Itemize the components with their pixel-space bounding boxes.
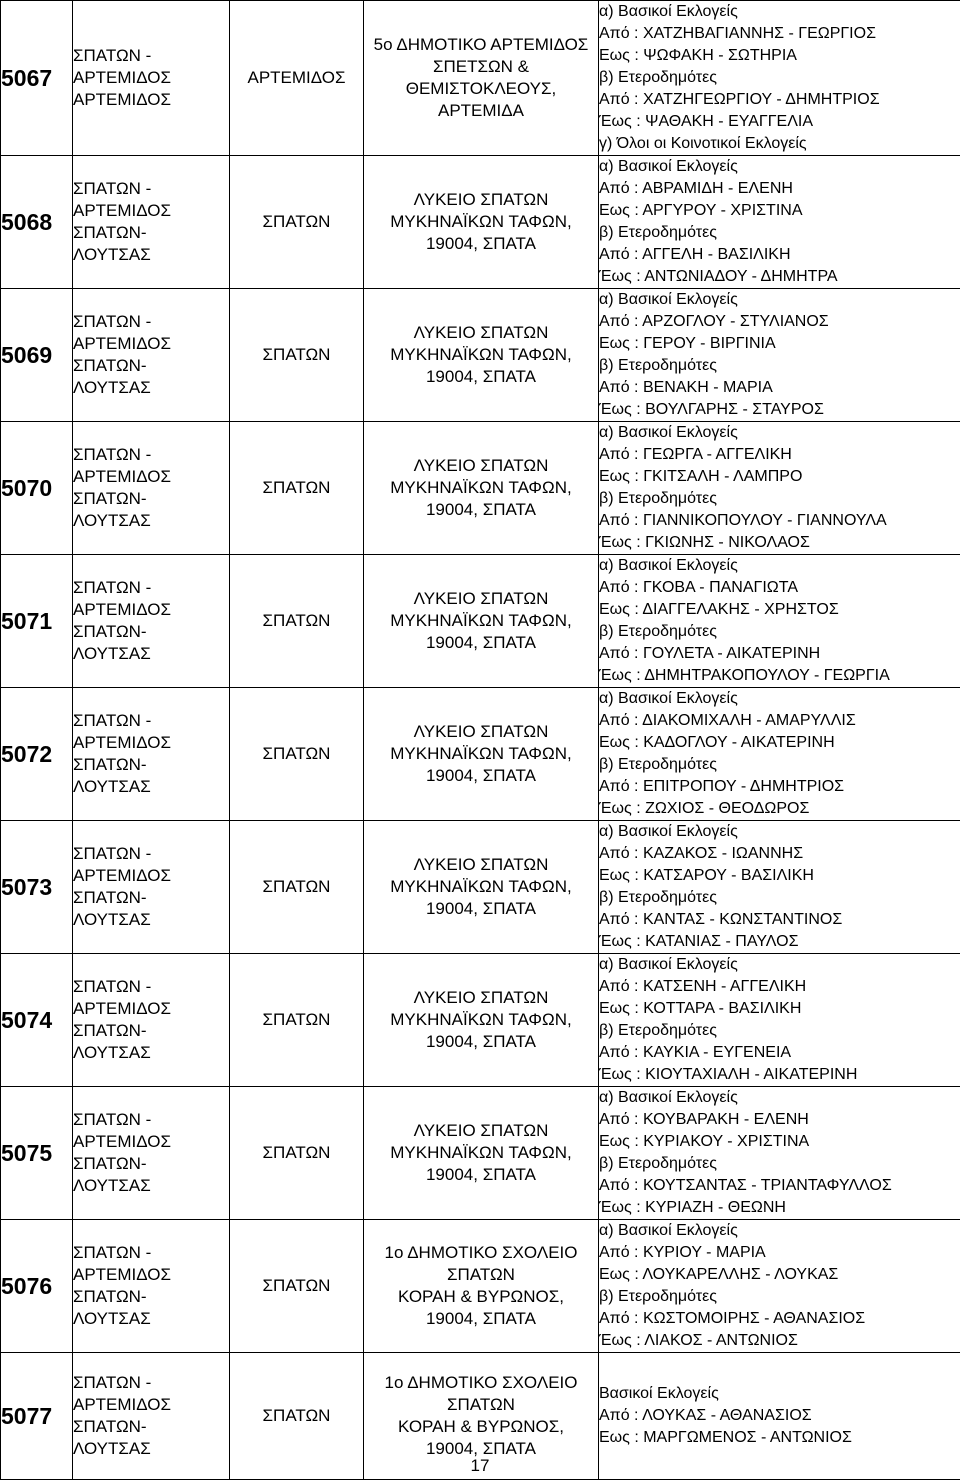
region-line: ΣΠΑΤΩΝ - <box>73 1109 229 1131</box>
region-line: ΣΠΑΤΩΝ - <box>73 45 229 67</box>
venue-line: ΜΥΚΗΝΑΪΚΩΝ ΤΑΦΩΝ, <box>364 1009 598 1031</box>
detail-line: Από : ΚΟΥΤΣΑΝΤΑΣ - ΤΡΙΑΝΤΑΦΥΛΛΟΣ <box>599 1175 960 1197</box>
station-number: 5077 <box>1 1353 73 1480</box>
venue-line: ΜΥΚΗΝΑΪΚΩΝ ΤΑΦΩΝ, <box>364 477 598 499</box>
detail-line: α) Βασικοί Εκλογείς <box>599 821 960 843</box>
detail-line: Από : ΚΥΡΙΟΥ - ΜΑΡΙΑ <box>599 1242 960 1264</box>
table-row <box>1 821 960 954</box>
detail-line: α) Βασικοί Εκλογείς <box>599 688 960 710</box>
voter-range-details <box>599 422 960 555</box>
detail-line: Από : ΧΑΤΖΗΓΕΩΡΓΙΟΥ - ΔΗΜΗΤΡΙΟΣ <box>599 89 960 111</box>
venue-line: 19004, ΣΠΑΤΑ <box>364 765 598 787</box>
venue-line: 19004, ΣΠΑΤΑ <box>364 366 598 388</box>
polling-venue <box>364 289 599 422</box>
polling-venue <box>364 821 599 954</box>
detail-line: Από : ΚΑΝΤΑΣ - ΚΩΝΣΤΑΝΤΙΝΟΣ <box>599 909 960 931</box>
electoral-region <box>73 1 230 156</box>
detail-line: Εως : ΓΚΙΤΣΑΛΗ - ΛΑΜΠΡΟ <box>599 466 960 488</box>
municipality: ΣΠΑΤΩΝ <box>230 954 364 1087</box>
venue-line: ΚΟΡΑΗ & ΒΥΡΩΝΟΣ, <box>364 1286 598 1308</box>
municipality: ΣΠΑΤΩΝ <box>230 289 364 422</box>
venue-line: 19004, ΣΠΑΤΑ <box>364 233 598 255</box>
region-line: ΛΟΥΤΣΑΣ <box>73 909 229 931</box>
municipality: ΣΠΑΤΩΝ <box>230 821 364 954</box>
detail-line: Από : ΑΒΡΑΜΙΔΗ - ΕΛΕΝΗ <box>599 178 960 200</box>
municipality: ΣΠΑΤΩΝ <box>230 1087 364 1220</box>
detail-line: Από : ΓΕΩΡΓΑ - ΑΓΓΕΛΙΚΗ <box>599 444 960 466</box>
table-row <box>1 1220 960 1353</box>
table-row <box>1 954 960 1087</box>
region-line: ΣΠΑΤΩΝ - <box>73 311 229 333</box>
detail-line: Έως : ΨΑΘΑΚΗ - ΕΥΑΓΓΕΛΙΑ <box>599 111 960 133</box>
station-number: 5075 <box>1 1087 73 1220</box>
station-number: 5067 <box>1 1 73 156</box>
venue-line: ΛΥΚΕΙΟ ΣΠΑΤΩΝ <box>364 322 598 344</box>
voter-range-details <box>599 156 960 289</box>
electoral-region <box>73 954 230 1087</box>
electoral-region <box>73 1087 230 1220</box>
region-line: ΑΡΤΕΜΙΔΟΣ <box>73 89 229 111</box>
detail-line: α) Βασικοί Εκλογείς <box>599 954 960 976</box>
table-row <box>1 1 960 156</box>
detail-line: Από : ΛΟΥΚΑΣ - ΑΘΑΝΑΣΙΟΣ <box>599 1405 960 1427</box>
detail-line: γ) Όλοι οι Κοινοτικοί Εκλογείς <box>599 133 960 155</box>
polling-venue <box>364 1087 599 1220</box>
municipality: ΣΠΑΤΩΝ <box>230 688 364 821</box>
detail-line: β) Ετεροδημότες <box>599 621 960 643</box>
detail-line: Έως : ΚΥΡΙΑΖΗ - ΘΕΩΝΗ <box>599 1197 960 1219</box>
municipality: ΣΠΑΤΩΝ <box>230 555 364 688</box>
region-line: ΛΟΥΤΣΑΣ <box>73 1308 229 1330</box>
detail-line: Βασικοί Εκλογείς <box>599 1383 960 1405</box>
region-line: ΑΡΤΕΜΙΔΟΣ <box>73 200 229 222</box>
electoral-region <box>73 1220 230 1353</box>
detail-line: Εως : ΚΟΤΤΑΡΑ - ΒΑΣΙΛΙΚΗ <box>599 998 960 1020</box>
polling-venue <box>364 688 599 821</box>
region-line: ΑΡΤΕΜΙΔΟΣ <box>73 732 229 754</box>
detail-line: β) Ετεροδημότες <box>599 355 960 377</box>
region-line: ΣΠΑΤΩΝ- <box>73 488 229 510</box>
station-number: 5071 <box>1 555 73 688</box>
venue-line: 1ο ΔΗΜΟΤΙΚΟ ΣΧΟΛΕΙΟ <box>364 1372 598 1394</box>
region-line: ΣΠΑΤΩΝ- <box>73 355 229 377</box>
polling-venue <box>364 156 599 289</box>
venue-line: ΛΥΚΕΙΟ ΣΠΑΤΩΝ <box>364 455 598 477</box>
venue-line: 19004, ΣΠΑΤΑ <box>364 1438 598 1460</box>
region-line: ΛΟΥΤΣΑΣ <box>73 377 229 399</box>
region-line: ΣΠΑΤΩΝ- <box>73 1286 229 1308</box>
region-line: ΑΡΤΕΜΙΔΟΣ <box>73 333 229 355</box>
venue-line: ΜΥΚΗΝΑΪΚΩΝ ΤΑΦΩΝ, <box>364 344 598 366</box>
voter-range-details <box>599 1087 960 1220</box>
detail-line: Από : ΓΚΟΒΑ - ΠΑΝΑΓΙΩΤΑ <box>599 577 960 599</box>
region-line: ΛΟΥΤΣΑΣ <box>73 1175 229 1197</box>
detail-line: Εως : ΓΕΡΟΥ - ΒΙΡΓΙΝΙΑ <box>599 333 960 355</box>
region-line: ΣΠΑΤΩΝ- <box>73 1153 229 1175</box>
region-line: ΛΟΥΤΣΑΣ <box>73 1042 229 1064</box>
venue-line: ΜΥΚΗΝΑΪΚΩΝ ΤΑΦΩΝ, <box>364 743 598 765</box>
region-line: ΑΡΤΕΜΙΔΟΣ <box>73 599 229 621</box>
station-number: 5070 <box>1 422 73 555</box>
region-line: ΑΡΤΕΜΙΔΟΣ <box>73 865 229 887</box>
region-line: ΣΠΑΤΩΝ - <box>73 178 229 200</box>
detail-line: Εως : ΛΟΥΚΑΡΕΛΛΗΣ - ΛΟΥΚΑΣ <box>599 1264 960 1286</box>
detail-line: α) Βασικοί Εκλογείς <box>599 289 960 311</box>
detail-line: Από : ΓΙΑΝΝΙΚΟΠΟΥΛΟΥ - ΓΙΑΝΝΟΥΛΑ <box>599 510 960 532</box>
detail-line: Από : ΧΑΤΖΗΒΑΓΙΑΝΝΗΣ - ΓΕΩΡΓΙΟΣ <box>599 23 960 45</box>
detail-line: β) Ετεροδημότες <box>599 222 960 244</box>
venue-line: ΛΥΚΕΙΟ ΣΠΑΤΩΝ <box>364 588 598 610</box>
detail-line: Έως : ΖΩΧΙΟΣ - ΘΕΟΔΩΡΟΣ <box>599 798 960 820</box>
detail-line: Από : ΚΑΤΣΕΝΗ - ΑΓΓΕΛΙΚΗ <box>599 976 960 998</box>
detail-line: α) Βασικοί Εκλογείς <box>599 156 960 178</box>
venue-line: 19004, ΣΠΑΤΑ <box>364 898 598 920</box>
station-number: 5072 <box>1 688 73 821</box>
detail-line: Από : ΑΡΖΟΓΛΟΥ - ΣΤΥΛΙΑΝΟΣ <box>599 311 960 333</box>
electoral-region <box>73 156 230 289</box>
detail-line: β) Ετεροδημότες <box>599 1020 960 1042</box>
venue-line: ΜΥΚΗΝΑΪΚΩΝ ΤΑΦΩΝ, <box>364 1142 598 1164</box>
detail-line: β) Ετεροδημότες <box>599 67 960 89</box>
detail-line: Έως : ΔΗΜΗΤΡΑΚΟΠΟΥΛΟΥ - ΓΕΩΡΓΙΑ <box>599 665 960 687</box>
detail-line: β) Ετεροδημότες <box>599 887 960 909</box>
table-row <box>1 289 960 422</box>
detail-line: α) Βασικοί Εκλογείς <box>599 422 960 444</box>
venue-line: ΛΥΚΕΙΟ ΣΠΑΤΩΝ <box>364 721 598 743</box>
detail-line: α) Βασικοί Εκλογείς <box>599 1 960 23</box>
detail-line: β) Ετεροδημότες <box>599 1286 960 1308</box>
detail-line: Εως : ΚΑΤΣΑΡΟΥ - ΒΑΣΙΛΙΚΗ <box>599 865 960 887</box>
detail-line: Από : ΚΑΥΚΙΑ - ΕΥΓΕΝΕΙΑ <box>599 1042 960 1064</box>
voter-range-details <box>599 821 960 954</box>
venue-line: ΘΕΜΙΣΤΟΚΛΕΟΥΣ, <box>364 78 598 100</box>
table-row <box>1 688 960 821</box>
region-line: ΣΠΑΤΩΝ - <box>73 577 229 599</box>
region-line: ΑΡΤΕΜΙΔΟΣ <box>73 998 229 1020</box>
venue-line: 1ο ΔΗΜΟΤΙΚΟ ΣΧΟΛΕΙΟ <box>364 1242 598 1264</box>
venue-line: ΜΥΚΗΝΑΪΚΩΝ ΤΑΦΩΝ, <box>364 211 598 233</box>
region-line: ΣΠΑΤΩΝ - <box>73 710 229 732</box>
detail-line: Από : ΕΠΙΤΡΟΠΟΥ - ΔΗΜΗΤΡΙΟΣ <box>599 776 960 798</box>
region-line: ΣΠΑΤΩΝ- <box>73 621 229 643</box>
detail-line: β) Ετεροδημότες <box>599 488 960 510</box>
region-line: ΣΠΑΤΩΝ - <box>73 1242 229 1264</box>
region-line: ΣΠΑΤΩΝ- <box>73 222 229 244</box>
region-line: ΣΠΑΤΩΝ - <box>73 843 229 865</box>
detail-line: Εως : ΨΩΦΑΚΗ - ΣΩΤΗΡΙΑ <box>599 45 960 67</box>
municipality: ΣΠΑΤΩΝ <box>230 1220 364 1353</box>
venue-line: ΑΡΤΕΜΙΔΑ <box>364 100 598 122</box>
detail-line: Εως : ΚΥΡΙΑΚΟΥ - ΧΡΙΣΤΙΝΑ <box>599 1131 960 1153</box>
polling-venue <box>364 422 599 555</box>
venue-line: ΜΥΚΗΝΑΪΚΩΝ ΤΑΦΩΝ, <box>364 876 598 898</box>
venue-line: ΛΥΚΕΙΟ ΣΠΑΤΩΝ <box>364 1120 598 1142</box>
region-line: ΑΡΤΕΜΙΔΟΣ <box>73 1264 229 1286</box>
region-line: ΛΟΥΤΣΑΣ <box>73 776 229 798</box>
detail-line: Έως : ΒΟΥΛΓΑΡΗΣ - ΣΤΑΥΡΟΣ <box>599 399 960 421</box>
polling-venue <box>364 1220 599 1353</box>
venue-line: ΣΠΑΤΩΝ <box>364 1264 598 1286</box>
detail-line: Από : ΒΕΝΑΚΗ - ΜΑΡΙΑ <box>599 377 960 399</box>
station-number: 5074 <box>1 954 73 1087</box>
detail-line: Εως : ΜΑΡΓΩΜΕΝΟΣ - ΑΝΤΩΝΙΟΣ <box>599 1427 960 1449</box>
polling-venue <box>364 1 599 156</box>
table-row <box>1 555 960 688</box>
detail-line: Από : ΑΓΓΕΛΗ - ΒΑΣΙΛΙΚΗ <box>599 244 960 266</box>
venue-line: ΣΠΑΤΩΝ <box>364 1394 598 1416</box>
venue-line: 5ο ΔΗΜΟΤΙΚΟ ΑΡΤΕΜΙΔΟΣ <box>364 34 598 56</box>
region-line: ΛΟΥΤΣΑΣ <box>73 510 229 532</box>
detail-line: Εως : ΑΡΓΥΡΟΥ - ΧΡΙΣΤΙΝΑ <box>599 200 960 222</box>
table-row <box>1 422 960 555</box>
region-line: ΑΡΤΕΜΙΔΟΣ <box>73 1131 229 1153</box>
venue-line: ΛΥΚΕΙΟ ΣΠΑΤΩΝ <box>364 854 598 876</box>
region-line: ΑΡΤΕΜΙΔΟΣ <box>73 1394 229 1416</box>
detail-line: Έως : ΑΝΤΩΝΙΑΔΟΥ - ΔΗΜΗΤΡΑ <box>599 266 960 288</box>
venue-line: ΣΠΕΤΣΩΝ & <box>364 56 598 78</box>
venue-line: 19004, ΣΠΑΤΑ <box>364 1164 598 1186</box>
venue-line: 19004, ΣΠΑΤΑ <box>364 1031 598 1053</box>
polling-venue <box>364 555 599 688</box>
detail-line: α) Βασικοί Εκλογείς <box>599 1220 960 1242</box>
station-number: 5069 <box>1 289 73 422</box>
venue-line: ΚΟΡΑΗ & ΒΥΡΩΝΟΣ, <box>364 1416 598 1438</box>
voter-range-details <box>599 954 960 1087</box>
venue-line: 19004, ΣΠΑΤΑ <box>364 632 598 654</box>
municipality: ΣΠΑΤΩΝ <box>230 1353 364 1480</box>
region-line: ΣΠΑΤΩΝ- <box>73 1020 229 1042</box>
table-row <box>1 156 960 289</box>
detail-line: Έως : ΚΙΟΥΤΑΧΙΑΛΗ - ΑΙΚΑΤΕΡΙΝΗ <box>599 1064 960 1086</box>
electoral-region <box>73 688 230 821</box>
detail-line: Από : ΚΟΥΒΑΡΑΚΗ - ΕΛΕΝΗ <box>599 1109 960 1131</box>
station-number: 5073 <box>1 821 73 954</box>
station-number: 5076 <box>1 1220 73 1353</box>
detail-line: Από : ΚΩΣΤΟΜΟΙΡΗΣ - ΑΘΑΝΑΣΙΟΣ <box>599 1308 960 1330</box>
municipality: ΣΠΑΤΩΝ <box>230 156 364 289</box>
detail-line: β) Ετεροδημότες <box>599 1153 960 1175</box>
detail-line: Έως : ΓΚΙΩΝΗΣ - ΝΙΚΟΛΑΟΣ <box>599 532 960 554</box>
detail-line: Από : ΔΙΑΚΟΜΙΧΑΛΗ - ΑΜΑΡΥΛΛΙΣ <box>599 710 960 732</box>
polling-venue <box>364 954 599 1087</box>
detail-line: α) Βασικοί Εκλογείς <box>599 1087 960 1109</box>
voter-range-details <box>599 555 960 688</box>
detail-line: α) Βασικοί Εκλογείς <box>599 555 960 577</box>
voter-range-details <box>599 1220 960 1353</box>
region-line: ΣΠΑΤΩΝ- <box>73 887 229 909</box>
region-line: ΣΠΑΤΩΝ - <box>73 1372 229 1394</box>
electoral-region <box>73 821 230 954</box>
venue-line: ΛΥΚΕΙΟ ΣΠΑΤΩΝ <box>364 189 598 211</box>
voter-range-details <box>599 688 960 821</box>
venue-line: ΜΥΚΗΝΑΪΚΩΝ ΤΑΦΩΝ, <box>364 610 598 632</box>
venue-line: 19004, ΣΠΑΤΑ <box>364 1308 598 1330</box>
venue-line: ΛΥΚΕΙΟ ΣΠΑΤΩΝ <box>364 987 598 1009</box>
region-line: ΛΟΥΤΣΑΣ <box>73 643 229 665</box>
voter-range-details <box>599 289 960 422</box>
region-line: ΑΡΤΕΜΙΔΟΣ <box>73 466 229 488</box>
detail-line: Έως : ΛΙΑΚΟΣ - ΑΝΤΩΝΙΟΣ <box>599 1330 960 1352</box>
electoral-region <box>73 555 230 688</box>
station-number: 5068 <box>1 156 73 289</box>
table-row <box>1 1087 960 1220</box>
region-line: ΑΡΤΕΜΙΔΟΣ <box>73 67 229 89</box>
municipality: ΣΠΑΤΩΝ <box>230 422 364 555</box>
venue-line: 19004, ΣΠΑΤΑ <box>364 499 598 521</box>
page-number: 17 <box>0 1456 960 1476</box>
detail-line: Εως : ΚΑΔΟΓΛΟΥ - ΑΙΚΑΤΕΡΙΝΗ <box>599 732 960 754</box>
electoral-region <box>73 289 230 422</box>
region-line: ΣΠΑΤΩΝ - <box>73 976 229 998</box>
voter-range-details <box>599 1 960 156</box>
detail-line: β) Ετεροδημότες <box>599 754 960 776</box>
region-line: ΣΠΑΤΩΝ- <box>73 754 229 776</box>
detail-line: Έως : ΚΑΤΑΝΙΑΣ - ΠΑΥΛΟΣ <box>599 931 960 953</box>
municipality: ΑΡΤΕΜΙΔΟΣ <box>230 1 364 156</box>
detail-line: Από : ΓΟΥΛΕΤΑ - ΑΙΚΑΤΕΡΙΝΗ <box>599 643 960 665</box>
detail-line: Από : ΚΑΖΑΚΟΣ - ΙΩΑΝΝΗΣ <box>599 843 960 865</box>
region-line: ΛΟΥΤΣΑΣ <box>73 244 229 266</box>
region-line: ΣΠΑΤΩΝ- <box>73 1416 229 1438</box>
electoral-region <box>73 422 230 555</box>
region-line: ΣΠΑΤΩΝ - <box>73 444 229 466</box>
table-body <box>1 1 960 1480</box>
detail-line: Εως : ΔΙΑΓΓΕΛΑΚΗΣ - ΧΡΗΣΤΟΣ <box>599 599 960 621</box>
region-line: ΛΟΥΤΣΑΣ <box>73 1438 229 1460</box>
